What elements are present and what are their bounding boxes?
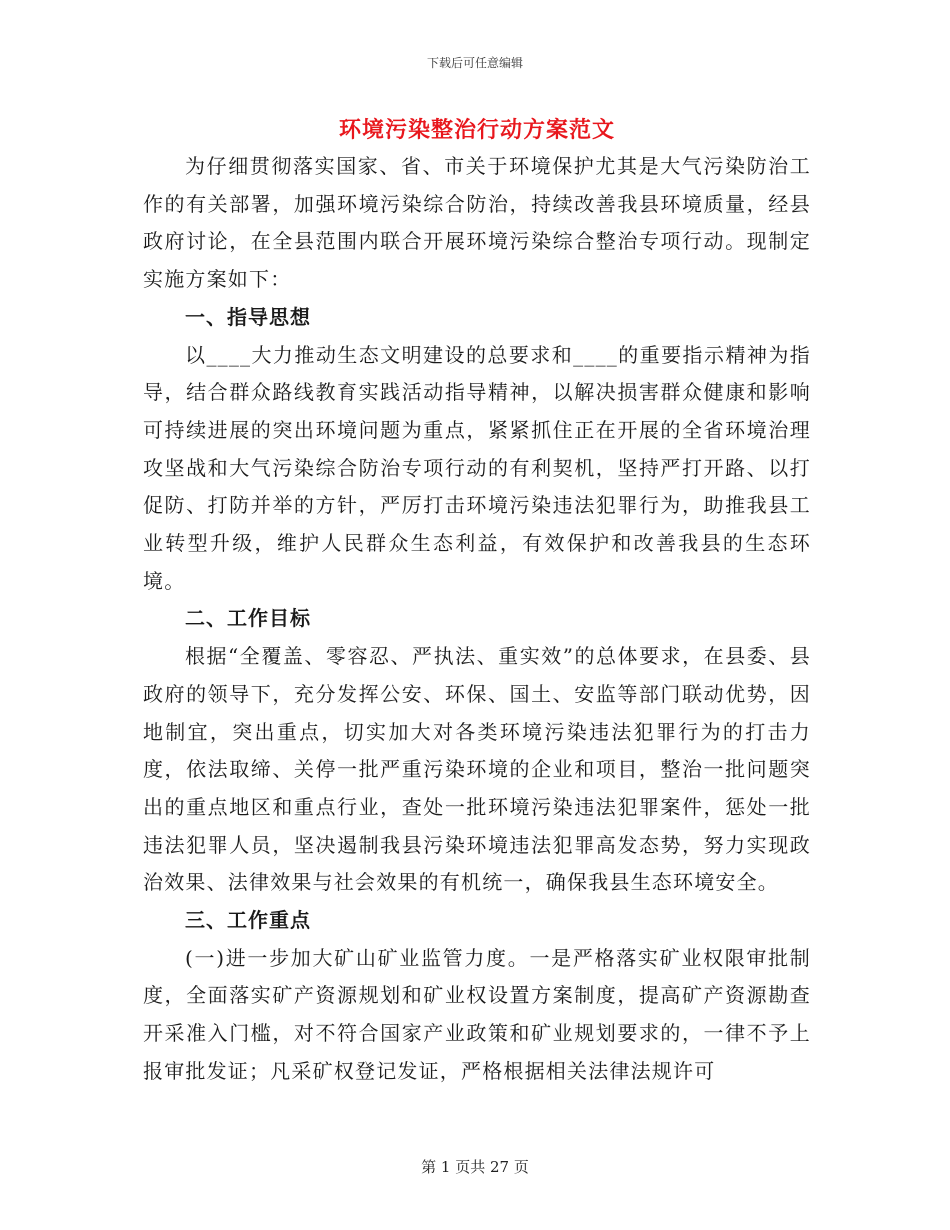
document-title: 环境污染整治行动方案范文: [338, 117, 615, 143]
section-body-work-goals: 根据“全覆盖、零容忍、严执法、重实效”的总体要求，在县委、县政府的领导下，充分发挥公安、环保、国土、安监等部门联动优势，因地制宜，突出重点，切实加大对各类环境污染违法犯罪行为的打击力度，依法取缔、关停一批严重污染环境的企业和项目，整治一批问题突出的重点地区和重点行业，查处一批环境污染违法犯罪案件，惩处一批违法犯罪人员，坚决遏制我县污染环境违法犯罪高发态势，努力实现政治效果、法律效果与社会效果的有机统一，确保我县生态环境安全。: [143, 644, 811, 895]
section-body-work-focus: (一)进一步加大矿山矿业监管力度。一是严格落实矿业权限审批制度，全面落实矿产资源规划和矿业权设置方案制度，提高矿产资源勘查开采准入门槛，对不符合国家产业政策和矿业规划要求的，一律不予上报审批发证；凡采矿权登记发证，严格根据相关法律法规许可: [143, 945, 811, 1083]
page-header: 下载后可任意编辑: [426, 56, 523, 70]
section-heading-guiding-ideology: 一、指导思想: [185, 304, 311, 329]
section-heading-work-focus: 三、工作重点: [185, 908, 311, 933]
intro-paragraph: 为仔细贯彻落实国家、省、市关于环境保护尤其是大气污染防治工作的有关部署，加强环境污染综合防治，持续改善我县环境质量，经县政府讨论，在全县范围内联合开展环境污染综合整治专项行动。现制定实施方案如下：: [143, 154, 811, 292]
page-footer: 第 1 页共 27 页: [421, 1158, 529, 1176]
document-body: [143, 112, 811, 1091]
section-heading-work-goals: 二、工作目标: [185, 606, 311, 631]
section-body-guiding-ideology: 以____大力推动生态文明建设的总要求和____的重要指示精神为指导，结合群众路线教育实践活动指导精神，以解决损害群众健康和影响可持续进展的突出环境问题为重点，紧紧抓住正在开展的全省环境治理攻坚战和大气污染综合防治专项行动的有利契机，坚持严打开路、以打促防、打防并举的方针，严厉打击环境污染违法犯罪行为，助推我县工业转型升级，维护人民群众生态利益，有效保护和改善我县的生态环境。: [143, 342, 811, 593]
